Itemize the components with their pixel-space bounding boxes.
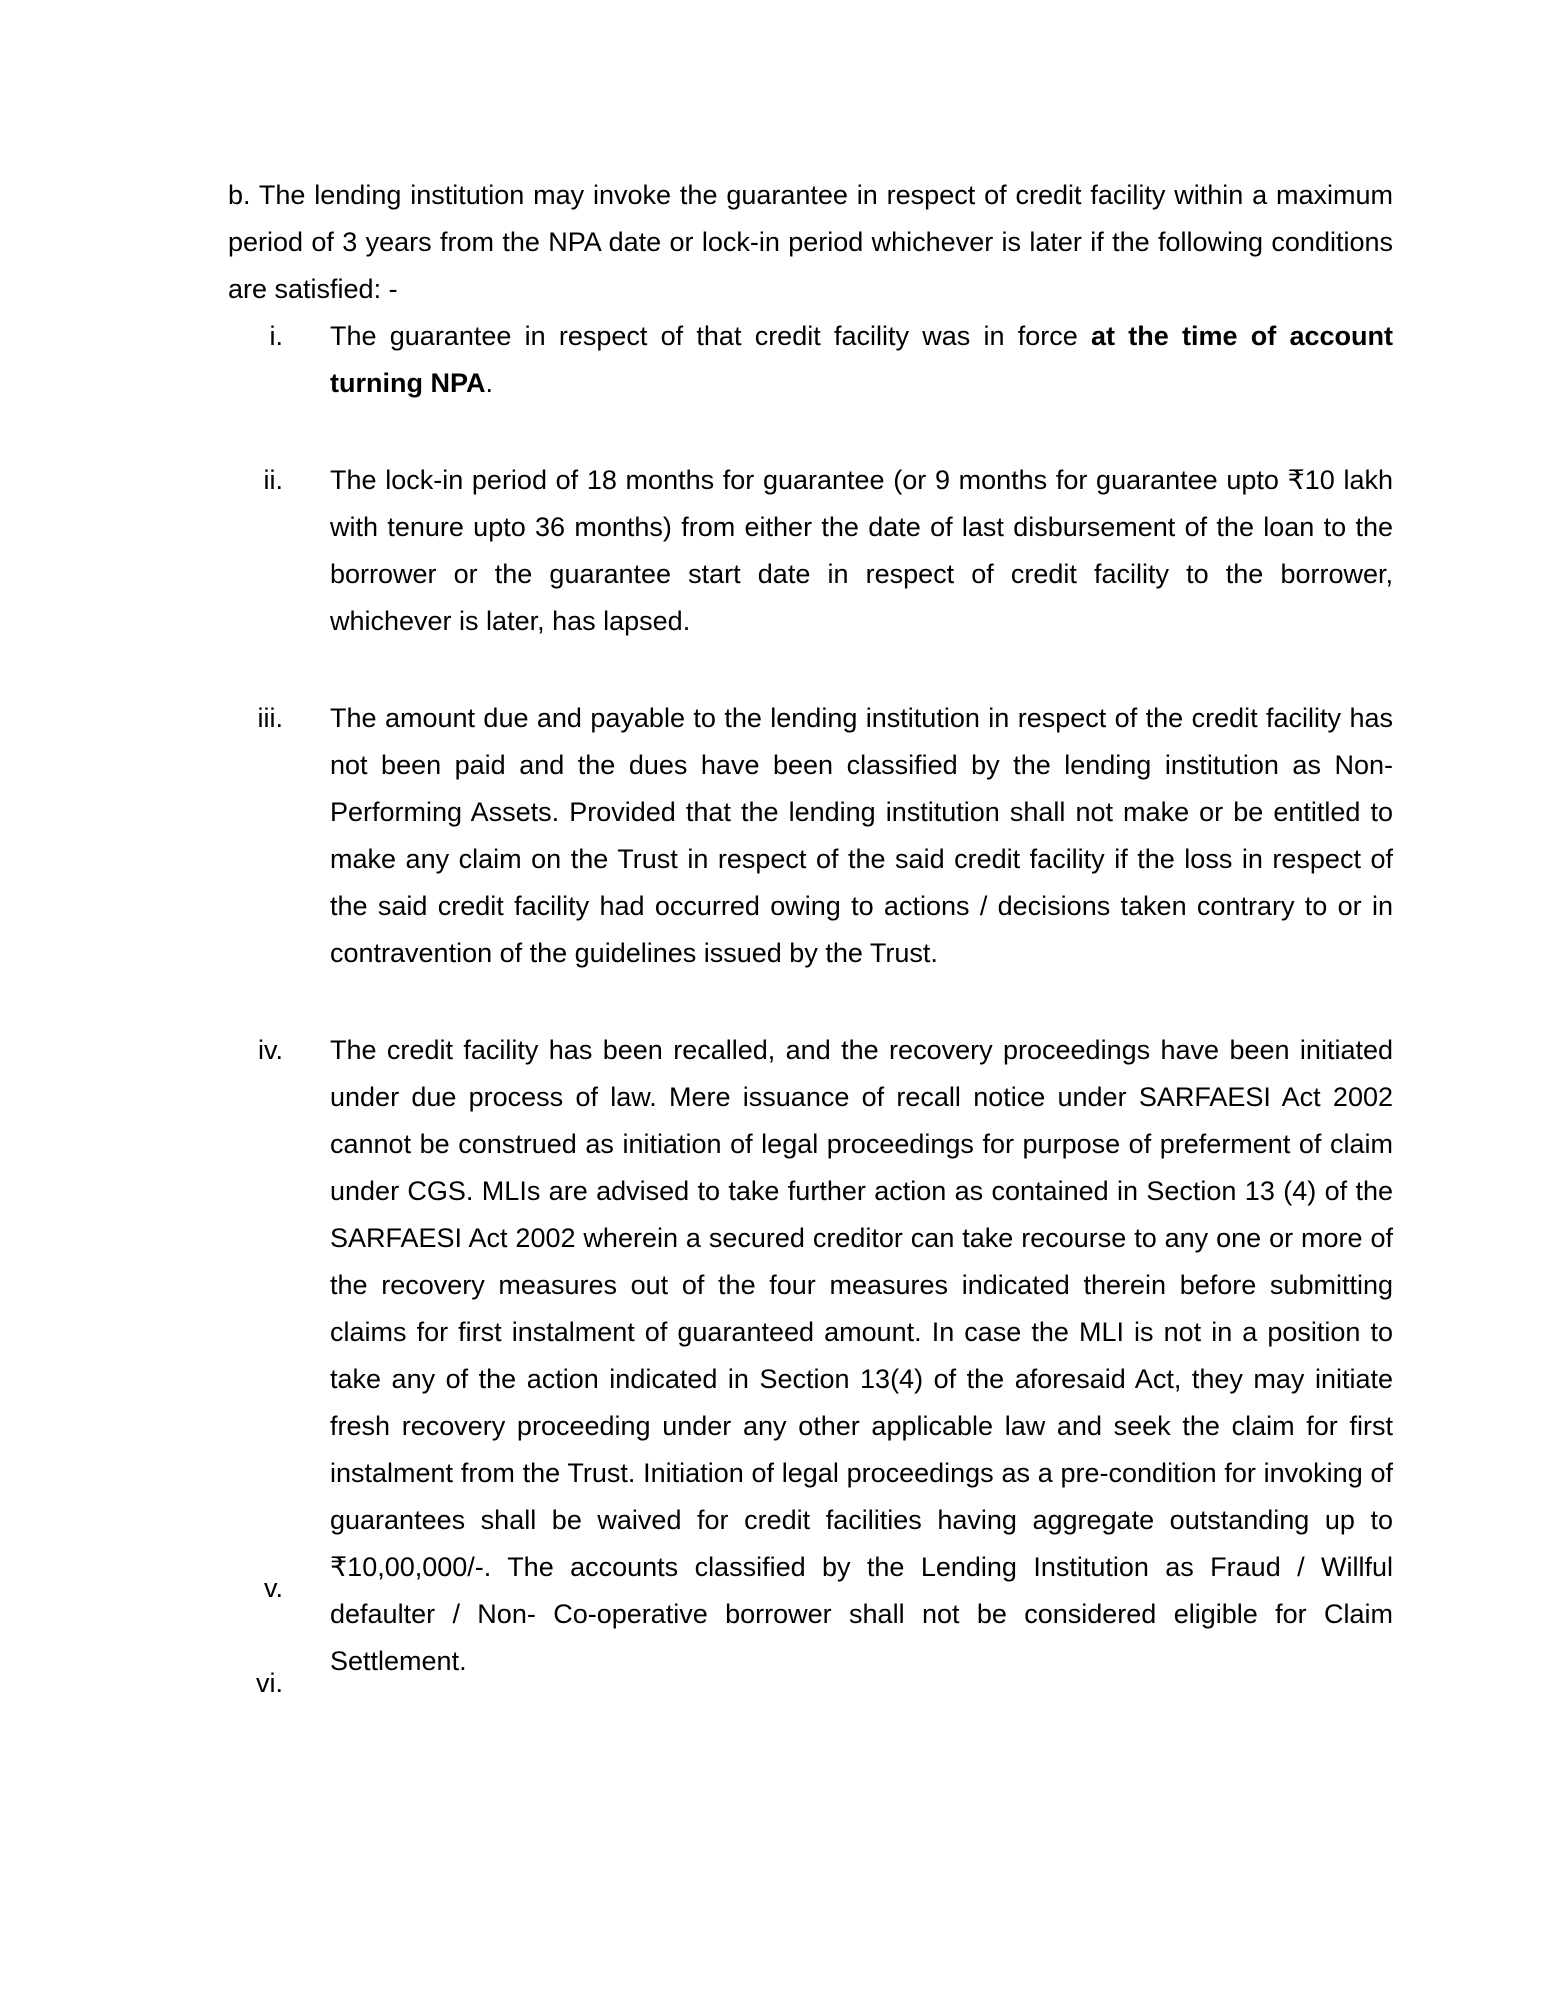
condition-text-plain: The guarantee in respect of that credit facility was in force (330, 321, 1091, 351)
condition-text-bold: at the time of account turning NPA (330, 321, 1393, 398)
condition-text (330, 313, 1393, 407)
condition-number: i. (269, 321, 283, 351)
conditions-list (228, 313, 1393, 1685)
intro-paragraph: b. The lending institution may invoke the guarantee in respect of credit facility within a maximum period of 3 years from the NPA date or lock-in period whichever is later if the following conditions are satisfied: - (228, 180, 1393, 304)
condition-item-iii (228, 695, 1393, 977)
document-body (228, 172, 1393, 1685)
condition-item-iv (228, 1027, 1393, 1685)
condition-number: ii. (263, 465, 283, 495)
condition-text-tail: . (485, 368, 493, 398)
condition-number: iv. (258, 1035, 283, 1065)
condition-item-ii (228, 457, 1393, 645)
condition-number-vi: vi. (256, 1668, 283, 1698)
condition-number: iii. (257, 703, 283, 733)
condition-item-i (228, 313, 1393, 407)
condition-text: The lock-in period of 18 months for guarantee (or 9 months for guarantee upto ₹10 lakh with tenure upto 36 months) from either the date of last disbursement of the loan to the borrower or the guarantee start date in respect of credit facility to the borrower, whichever is later, has lapsed. (330, 465, 1393, 636)
condition-number-v: v. (264, 1573, 283, 1603)
condition-text: The amount due and payable to the lending institution in respect of the credit facility has not been paid and the dues have been classified by the lending institution as Non-Performing Assets. Provided that the lending institution shall not make or be entitled to make any claim on the Trust in respect of the said credit facility if the loss in respect of the said credit facility had occurred owing to actions / decisions taken contrary to or in contravention of the guidelines issued by the Trust. (330, 703, 1393, 968)
condition-text: The credit facility has been recalled, and the recovery proceedings have been initiated under due process of law. Mere issuance of recall notice under SARFAESI Act 2002 cannot be construed as initiation of legal proceedings for purpose of preferment of claim under CGS. MLIs are advised to take further action as contained in Section 13 (4) of the SARFAESI Act 2002 wherein a secured creditor can take recourse to any one or more of the recovery measures out of the four measures indicated therein before submitting claims for first instalment of guaranteed amount. In case the MLI is not in a position to take any of the action indicated in Section 13(4) of the aforesaid Act, they may initiate fresh recovery proceeding under any other applicable law and seek the claim for first instalment from the Trust. Initiation of legal proceedings as a pre-condition for invoking of guarantees shall be waived for credit facilities having aggregate outstanding up to ₹10,00,000/-. The accounts classified by the Lending Institution as Fraud / Willful defaulter / Non- Co-operative borrower shall not be considered eligible for Claim Settlement. (330, 1035, 1393, 1676)
